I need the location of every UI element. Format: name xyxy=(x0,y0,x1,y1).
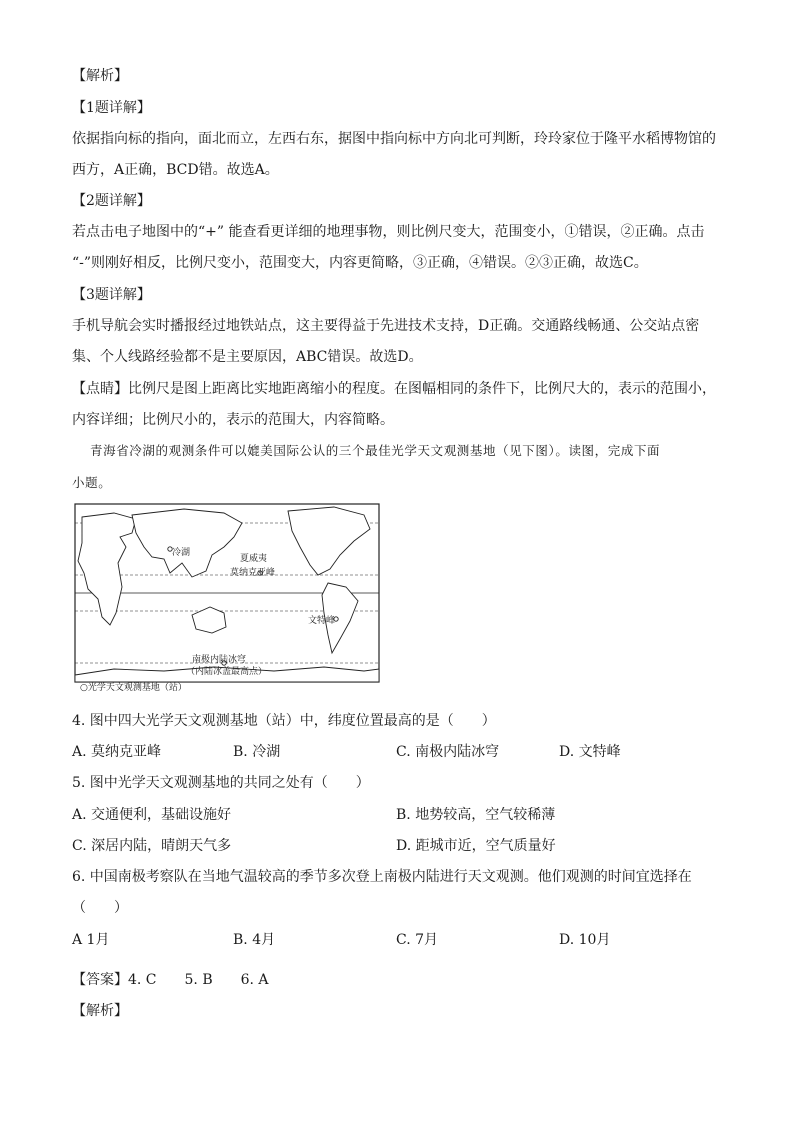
q5-option-d: D. 距城市近，空气质量好 xyxy=(396,838,556,854)
world-map-figure xyxy=(74,503,380,683)
tip-line-1 xyxy=(72,379,716,399)
q6-stem-line-1: 6. 中国南极考察队在当地气温较高的季节多次登上南极内陆进行天文观测。他们观测的时间宜选择在 xyxy=(72,869,692,885)
q4-option-a: A. 莫纳克亚峰 xyxy=(72,744,162,760)
analysis-heading-2: 【解析】 xyxy=(72,1003,128,1019)
q1-explanation-line-2: 西方，A正确，BCD错。故选A。 xyxy=(72,162,279,178)
q5-option-c: C. 深居内陆，晴朗天气多 xyxy=(72,838,232,854)
answer-line xyxy=(72,970,269,990)
q3-explanation-line-2: 集、个人线路经验都不是主要原因，ABC错误。故选D。 xyxy=(72,349,423,365)
q6-option-a: A 1月 xyxy=(72,932,110,948)
q3-heading: 【3题详解】 xyxy=(72,287,151,303)
label-lenghu: 冷湖 xyxy=(172,548,191,558)
label-wente: 文特峰 xyxy=(308,616,336,626)
q4-stem: 4. 图中四大光学天文观测基地（站）中，纬度位置最高的是（ ） xyxy=(72,713,496,729)
q4-option-c: C. 南极内陆冰穹 xyxy=(396,744,500,760)
q4-option-d: D. 文特峰 xyxy=(559,744,621,760)
q5-stem: 5. 图中光学天文观测基地的共同之处有（ ） xyxy=(72,775,370,791)
label-dome-a: 南极内陆冰穹 xyxy=(192,655,247,665)
q6-option-d: D. 10月 xyxy=(559,932,611,948)
q6-stem-line-2: （ ） xyxy=(72,900,128,916)
tip-line-2: 内容详细；比例尺小的，表示的范围大，内容简略。 xyxy=(72,412,394,428)
q5-option-b: B. 地势较高，空气较稀薄 xyxy=(396,807,556,823)
q2-explanation-line-1: 若点击电子地图中的“+” 能查看更详细的地理事物，则比例尺变大，范围变小，①错误，②正确。点击 xyxy=(72,224,705,240)
q5-option-a: A. 交通便利，基础设施好 xyxy=(72,807,232,823)
q4-option-b: B. 冷湖 xyxy=(233,744,281,760)
passage-line-2: 小题。 xyxy=(72,475,112,490)
label-hawaii: 夏威夷 xyxy=(240,554,268,564)
answer-heading: 【答案】 xyxy=(72,972,128,988)
tip-heading: 【点睛】 xyxy=(72,381,128,397)
q3-explanation-line-1: 手机导航会实时播报经过地铁站点，这主要得益于先进技术支持，D正确。交通路线畅通、公交站点密 xyxy=(72,318,700,334)
label-dome-a-note: （内陆冰盖最高点） xyxy=(186,667,268,677)
q2-explanation-line-2: “-”则刚好相反，比例尺变小，范围变大，内容更简略，③正确，④错误。②③正确，故选C。 xyxy=(72,255,648,271)
passage-line-1: 青海省冷湖的观测条件可以媲美国际公认的三个最佳光学天文观测基地（见下图）。读图，完成下面 xyxy=(90,443,661,458)
answer-text: 4. C 5. B 6. A xyxy=(128,972,269,988)
q2-heading: 【2题详解】 xyxy=(72,193,151,209)
label-mauna-kea: 莫纳克亚峰 xyxy=(230,568,276,578)
q6-option-b: B. 4月 xyxy=(233,932,276,948)
analysis-heading: 【解析】 xyxy=(72,68,128,84)
map-legend: ○光学天文观测基地（站） xyxy=(80,683,187,693)
q6-option-c: C. 7月 xyxy=(396,932,439,948)
q1-explanation-line-1: 依据指向标的指向，面北而立，左西右东，据图中指向标中方向北可判断，玲玲家位于隆平水稻博物馆的 xyxy=(72,131,716,147)
q1-heading: 【1题详解】 xyxy=(72,100,151,116)
tip-text-1: 比例尺是图上距离比实地距离缩小的程度。在图幅相同的条件下，比例尺大的，表示的范围小， xyxy=(128,381,716,397)
